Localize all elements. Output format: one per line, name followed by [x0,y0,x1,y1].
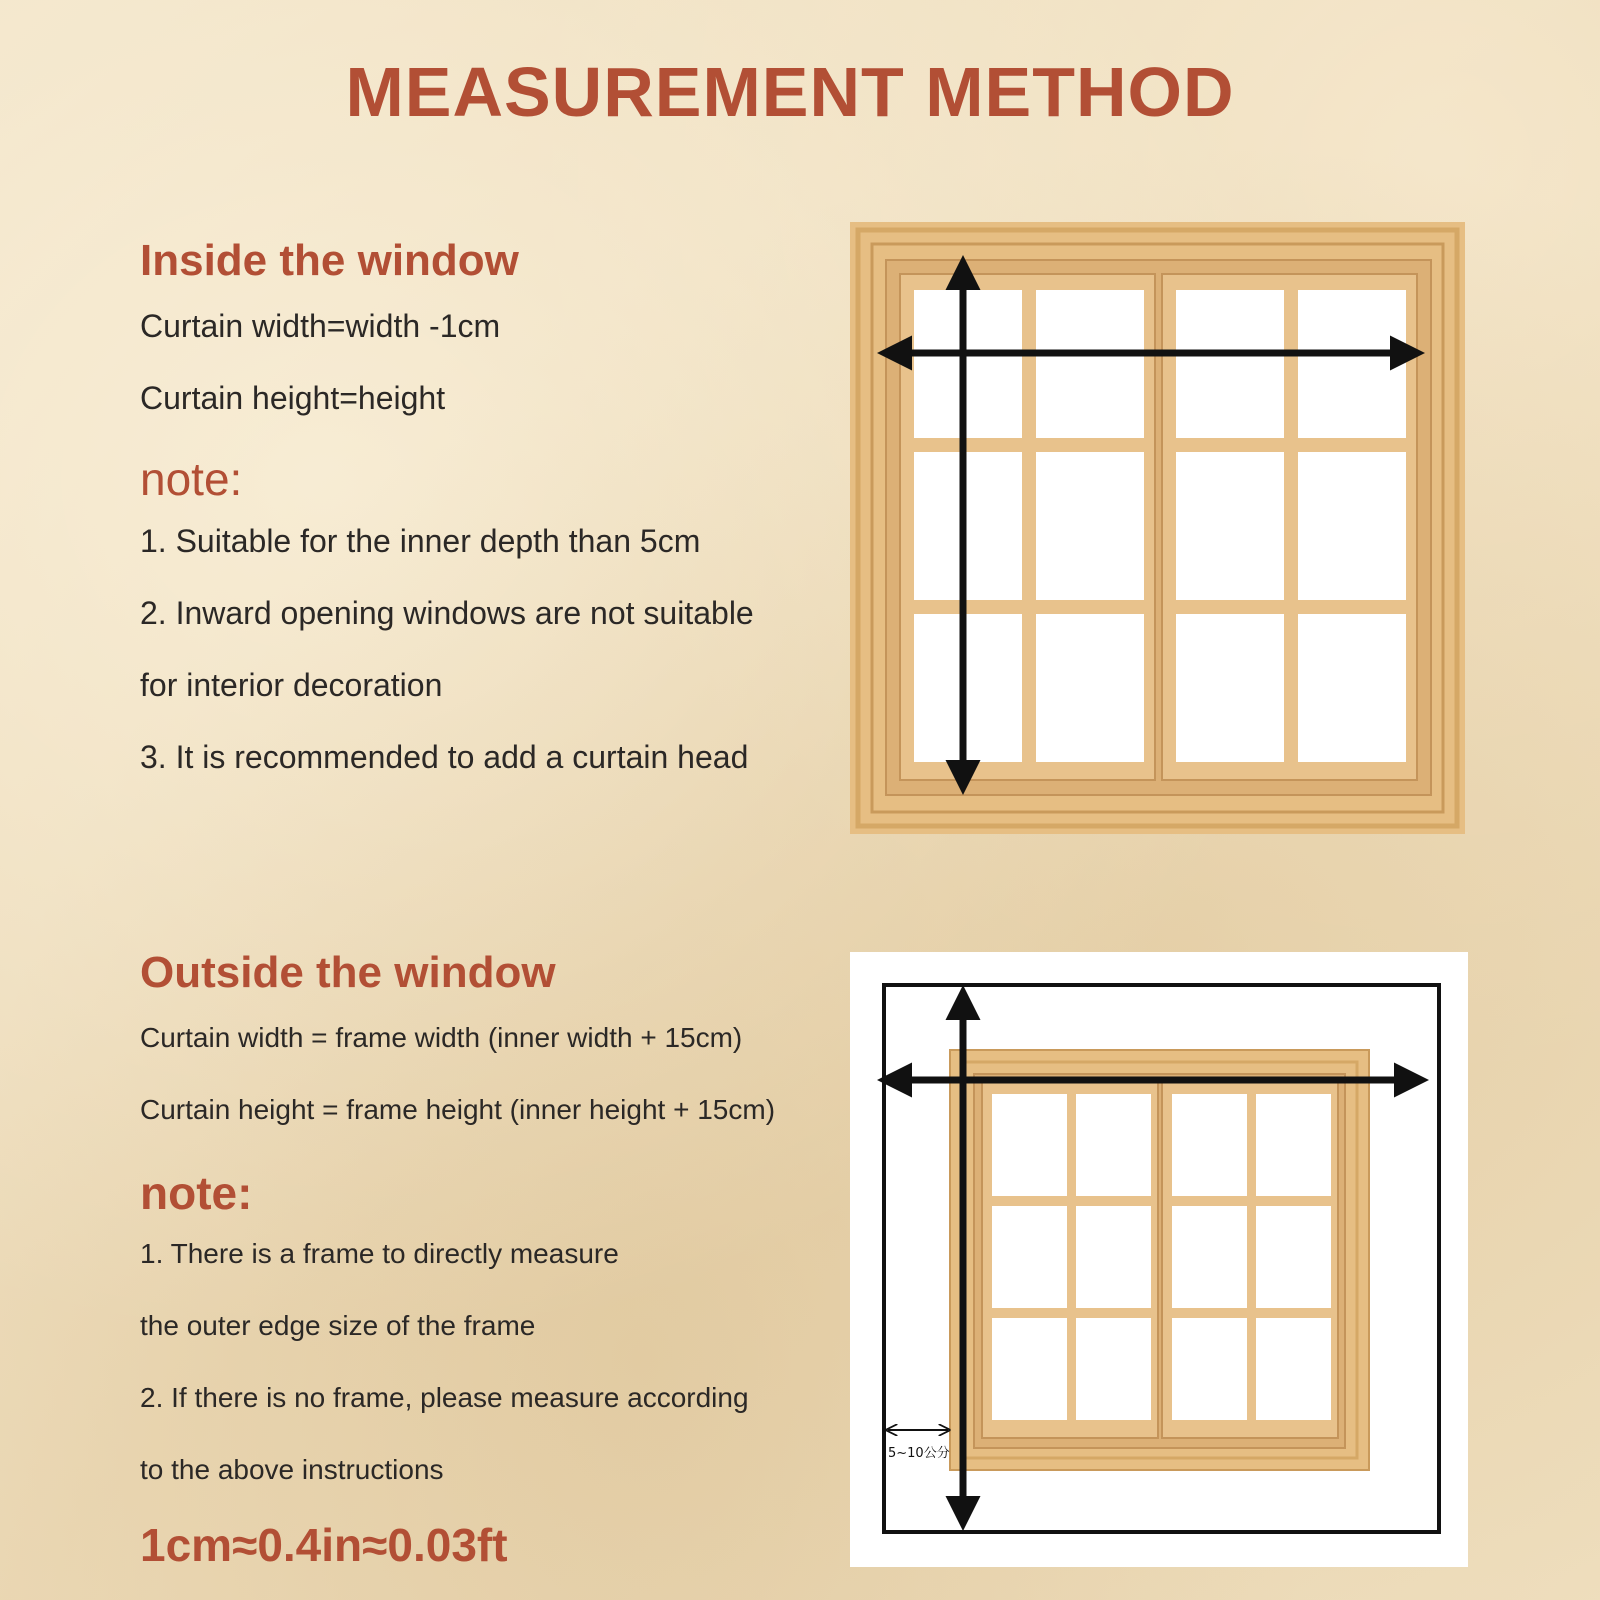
inside-heading: Inside the window [140,236,519,285]
inside-note-3: 3. It is recommended to add a curtain head [140,739,749,775]
page-title: MEASUREMENT METHOD [345,53,1235,131]
outside-window-illustration [850,952,1468,1567]
inside-window-illustration [850,222,1465,834]
outside-note-2: 2. If there is no frame, please measure according [140,1382,749,1413]
outside-heading: Outside the window [140,948,556,997]
outside-height-rule: Curtain height = frame height (inner height + 15cm) [140,1094,776,1125]
inside-height-rule: Curtain height=height [140,380,446,416]
inside-note-1: 1. Suitable for the inner depth than 5cm [140,523,701,559]
gap-label: 5~10公分 [888,1446,950,1461]
outside-note-label: note: [140,1167,253,1219]
inside-note-2: 2. Inward opening windows are not suitable [140,595,754,631]
inside-width-rule: Curtain width=width -1cm [140,308,501,344]
inside-note-label: note: [140,453,243,505]
outside-width-rule: Curtain width = frame width (inner width + 15cm) [140,1022,743,1053]
outside-note-1: 1. There is a frame to directly measure [140,1238,619,1269]
inside-note-2-cont: for interior decoration [140,667,443,703]
left-sash [982,1082,1158,1438]
right-sash [1162,1082,1338,1438]
outside-note-2-cont: to the above instructions [140,1454,444,1485]
outside-note-1-cont: the outer edge size of the frame [140,1310,536,1341]
unit-conversion: 1cm≈0.4in≈0.03ft [140,1519,508,1571]
